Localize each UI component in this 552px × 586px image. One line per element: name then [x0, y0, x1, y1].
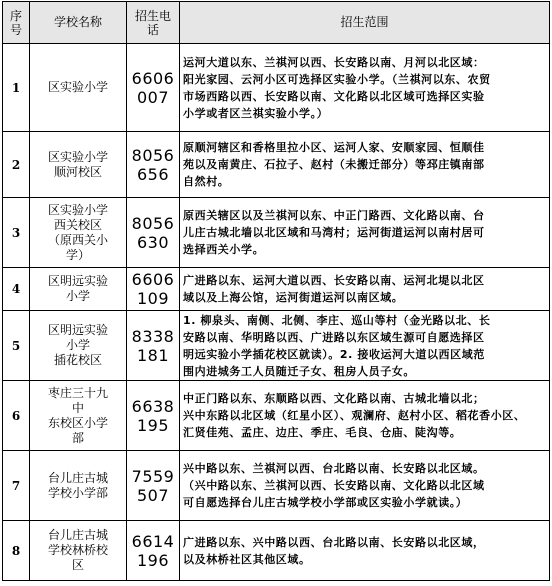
header-phone: 招生电 话 — [127, 2, 180, 44]
table-row — [3, 451, 550, 521]
table-row — [3, 198, 550, 268]
row-no: 5 — [3, 311, 30, 381]
row-range: 中正门路以东、东顺路以西、文化路以南、古城北墙以北； 兴中东路以北区域（红星小区）、观澜府、赵村小区、稻花香小区、 汇贤佳苑、孟庄、边庄、季庄、毛良、仓庙、陡沟等。 — [180, 381, 550, 451]
row-range: 原顺河辖区和香格里拉小区、运河人家、安顺家园、恒顺佳 苑以及南黄庄、石拉子、赵村（未搬迁部分）等邳庄镇南部 自然村。 — [180, 132, 550, 198]
row-school-name: 区实验小学 顺河校区 — [30, 132, 127, 198]
table-header-row — [3, 2, 550, 44]
row-phone: 6606 007 — [127, 44, 180, 132]
row-no: 6 — [3, 381, 30, 451]
row-school-name: 区明远实验 小学 — [30, 268, 127, 311]
row-range: 广进路以东、运河大道以西、长安路以南、运河北堤以北区 域以及上海公馆，运河街道运河以南区域。 — [180, 268, 550, 311]
row-range: 运河大道以东、兰祺河以西、长安路以南、月河以北区域： 阳光家园、云河小区可选择区实验小学。（兰祺河以东、农贸 市场西路以西、长安路以南、文化路以北区域可选择区实验 小学或者区兰祺实验小学。） — [180, 44, 550, 132]
row-no: 2 — [3, 132, 30, 198]
row-school-name: 区明远实验 小学 插花校区 — [30, 311, 127, 381]
row-phone: 6614 196 — [127, 521, 180, 581]
header-no: 序 号 — [3, 2, 30, 44]
row-range: 1. 柳泉头、南侧、北侧、李庄、巡山等村（金光路以北、长 安路以南、华明路以西、广进路以东区域生源可自愿选择区 明远实验小学插花校区就读）。2. 接收运河大道以西区域范 围内进城务工人员随迁子女、租房人员子女。 — [180, 311, 550, 381]
row-no: 1 — [3, 44, 30, 132]
row-school-name: 枣庄三十九 中 东校区小学 部 — [30, 381, 127, 451]
row-no: 3 — [3, 198, 30, 268]
table-row — [3, 521, 550, 581]
row-phone: 7559 507 — [127, 451, 180, 521]
row-phone: 6606 109 — [127, 268, 180, 311]
row-no: 7 — [3, 451, 30, 521]
row-no: 4 — [3, 268, 30, 311]
row-school-name: 区实验小学 — [30, 44, 127, 132]
row-range: 兴中路以东、兰祺河以西、台北路以南、长安路以北区域。 （兴中路以东、兰祺河以西、长安路以南、文化路以北区域 可自愿选择台儿庄古城学校小学部或区实验小学就读。） — [180, 451, 550, 521]
table-row — [3, 132, 550, 198]
enrollment-table — [2, 1, 550, 581]
row-range: 广进路以东、兴中路以西、台北路以南、长安路以北区域， 以及林桥社区其他区域。 — [180, 521, 550, 581]
table-row — [3, 311, 550, 381]
row-phone: 8338 181 — [127, 311, 180, 381]
row-no: 8 — [3, 521, 30, 581]
row-school-name: 台儿庄古城 学校小学部 — [30, 451, 127, 521]
row-phone: 6638 195 — [127, 381, 180, 451]
row-phone: 8056 656 — [127, 132, 180, 198]
header-school-name: 学校名称 — [30, 2, 127, 44]
table-row — [3, 44, 550, 132]
table-row — [3, 381, 550, 451]
row-range: 原西关辖区以及兰祺河以东、中正门路西、文化路以南、台 儿庄古城北墙以北区域和马湾村；运河街道运河以南村居可 选择西关小学。 — [180, 198, 550, 268]
table-row — [3, 268, 550, 311]
row-phone: 8056 630 — [127, 198, 180, 268]
header-range: 招生范围 — [180, 2, 550, 44]
row-school-name: 台儿庄古城 学校林桥校 区 — [30, 521, 127, 581]
row-school-name: 区实验小学 西关校区 （原西关小 学） — [30, 198, 127, 268]
